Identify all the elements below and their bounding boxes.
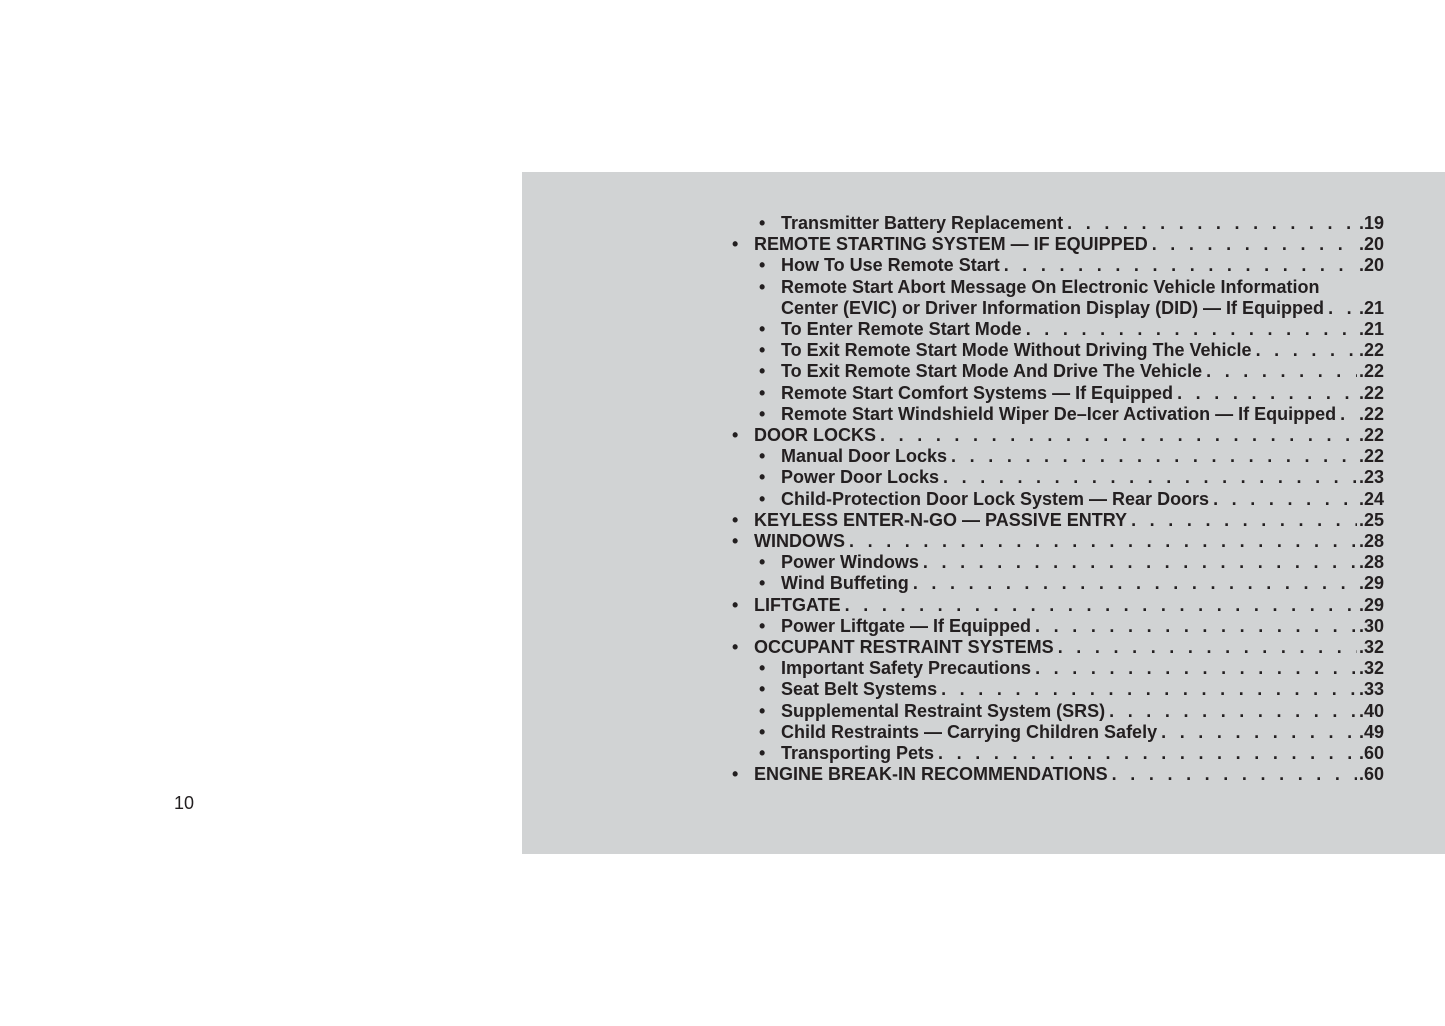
dot-leader [1152,234,1357,255]
bullet-icon: • [759,743,766,764]
dot-leader [1161,722,1357,743]
bullet-icon: • [732,594,739,615]
dot-leader [1026,319,1357,340]
toc-entry-title: ENGINE BREAK-IN RECOMMENDATIONS [754,764,1108,785]
dot-leader [1112,764,1357,785]
toc-entry-page-number: .32 [1358,658,1384,679]
toc-entry-title: LIFTGATE [754,594,841,615]
toc-entry-page-number: .60 [1358,764,1384,785]
bullet-icon: • [732,425,739,446]
toc-section-entry[interactable] [732,234,1384,255]
toc-entry-page-number: .29 [1358,594,1384,615]
bullet-icon: • [732,234,739,255]
toc-section-entry[interactable] [732,764,1384,785]
toc-subsection-entry[interactable] [732,446,1384,467]
toc-subsection-entry[interactable] [732,489,1384,510]
toc-entry-title: Child Restraints — Carrying Children Safely [781,721,1158,742]
dot-leader [938,743,1357,764]
bullet-icon: • [732,764,739,785]
bullet-icon: • [759,573,766,594]
toc-entry-page-number: .40 [1358,700,1384,721]
toc-entry-page-number: .28 [1358,531,1384,552]
toc-entry-title: Transporting Pets [781,743,935,764]
toc-entry-page-number: .22 [1358,361,1384,382]
toc-subsection-entry[interactable] [732,552,1384,573]
toc-section-entry[interactable] [732,637,1384,658]
table-of-contents-panel [522,172,1445,854]
dot-leader [849,531,1357,552]
toc-entry-page-number: .60 [1358,743,1384,764]
dot-leader [951,446,1357,467]
toc-subsection-entry[interactable] [732,277,1384,319]
toc-entry-title: DOOR LOCKS [754,425,877,446]
bullet-icon: • [759,255,766,276]
toc-entry-title: KEYLESS ENTER-N-GO — PASSIVE ENTRY [754,509,1128,530]
toc-entry-title: Transmitter Battery Replacement [781,213,1064,233]
toc-entry-title: To Exit Remote Start Mode Without Driving The Vehicle [781,340,1252,361]
toc-entry-title: Wind Buffeting [781,573,909,594]
toc-entry-page-number: .25 [1358,509,1384,530]
bullet-icon: • [759,552,766,573]
toc-entry-title: Supplemental Restraint System (SRS) [781,700,1106,721]
toc-section-entry[interactable] [732,531,1384,552]
toc-subsection-entry[interactable] [732,743,1384,764]
bullet-icon: • [759,382,766,403]
dot-leader [1109,701,1357,722]
toc-entry-page-number: .20 [1358,255,1384,276]
toc-entry-page-number: .21 [1358,297,1384,318]
toc-subsection-entry[interactable] [732,616,1384,637]
bullet-icon: • [759,467,766,488]
toc-subsection-entry[interactable] [732,722,1384,743]
toc-entry-page-number: .22 [1358,446,1384,467]
bullet-icon: • [759,679,766,700]
dot-leader [1213,489,1357,510]
dot-leader [923,552,1357,573]
bullet-icon: • [759,319,766,340]
dot-leader [1177,383,1357,404]
dot-leader [1004,255,1357,276]
bullet-icon: • [732,509,739,530]
toc-entry-title-line1: Remote Start Abort Message On Electronic Vehicle Information [781,276,1320,297]
bullet-icon: • [732,637,739,658]
toc-subsection-entry[interactable] [732,467,1384,488]
toc-subsection-entry[interactable] [732,701,1384,722]
dot-leader [1131,510,1357,531]
toc-subsection-entry[interactable] [732,361,1384,382]
toc-entry-page-number: .49 [1358,721,1384,742]
toc-entry-title: Important Safety Precautions [781,658,1032,679]
dot-leader [1328,298,1357,319]
toc-entry-page-number: .20 [1358,234,1384,255]
dot-leader [1256,340,1357,361]
bullet-icon: • [759,340,766,361]
bullet-icon: • [759,721,766,742]
dot-leader [845,595,1357,616]
bullet-icon: • [759,446,766,467]
dot-leader [880,425,1357,446]
toc-subsection-entry[interactable] [732,404,1384,425]
bullet-icon: • [732,531,739,552]
bullet-icon: • [759,615,766,636]
dot-leader [1035,616,1357,637]
dot-leader [1067,213,1357,234]
toc-entry-title: Power Windows [781,552,919,573]
toc-entry-title: REMOTE STARTING SYSTEM — IF EQUIPPED [754,234,1148,255]
page-number: 10 [174,793,195,813]
bullet-icon: • [759,658,766,679]
bullet-icon: • [759,488,766,509]
toc-subsection-entry[interactable] [732,573,1384,594]
toc-entry-page-number: .22 [1358,425,1384,446]
bullet-icon: • [759,213,766,233]
toc-entry-page-number: .22 [1358,403,1384,424]
toc-subsection-entry[interactable] [732,340,1384,361]
toc-entry-title: To Enter Remote Start Mode [781,319,1022,340]
toc-entry-title: To Exit Remote Start Mode And Drive The Vehicle [781,361,1203,382]
dot-leader [1206,361,1357,382]
dot-leader [913,573,1357,594]
toc-entry-title: Manual Door Locks [781,446,948,467]
bullet-icon: • [759,361,766,382]
toc-entry-page-number: .21 [1358,319,1384,340]
toc-entry-page-number: .22 [1358,340,1384,361]
toc-subsection-entry[interactable] [732,679,1384,700]
toc-entry-title: Child-Protection Door Lock System — Rear Doors [781,488,1210,509]
toc-entry-title: WINDOWS [754,531,845,552]
toc-subsection-entry[interactable] [732,319,1384,340]
toc-subsection-entry[interactable] [732,213,1384,234]
toc-subsection-entry[interactable] [732,383,1384,404]
toc-entry-title: Power Liftgate — If Equipped [781,615,1032,636]
toc-entry-page-number: .29 [1358,573,1384,594]
dot-leader [1340,404,1357,425]
toc-entry-page-number: .23 [1358,467,1384,488]
toc-subsection-entry[interactable] [732,255,1384,276]
dot-leader [943,467,1357,488]
toc-entry-page-number: .33 [1358,679,1384,700]
toc-section-entry[interactable] [732,425,1384,446]
toc-entry-title: Seat Belt Systems [781,679,938,700]
toc-entry-page-number: .32 [1358,637,1384,658]
bullet-icon: • [759,403,766,424]
toc-entry-page-number: .30 [1358,615,1384,636]
toc-subsection-entry[interactable] [732,658,1384,679]
toc-section-entry[interactable] [732,510,1384,531]
toc-entry-title: Center (EVIC) or Driver Information Display (DID) — If Equipped [781,297,1325,318]
bullet-icon: • [759,276,766,297]
bullet-icon: • [759,700,766,721]
toc-entry-title: OCCUPANT RESTRAINT SYSTEMS [754,637,1054,658]
toc-list [732,213,1384,785]
dot-leader [1035,658,1357,679]
toc-entry-title: Remote Start Windshield Wiper De–Icer Activation — If Equipped [781,403,1337,424]
toc-entry-page-number: .24 [1358,488,1384,509]
toc-entry-title: Remote Start Comfort Systems — If Equipped [781,382,1174,403]
toc-entry-page-number: .19 [1358,213,1384,233]
dot-leader [941,679,1357,700]
dot-leader [1058,637,1357,658]
toc-entry-title: Power Door Locks [781,467,940,488]
toc-entry-page-number: .28 [1358,552,1384,573]
toc-entry-page-number: .22 [1358,382,1384,403]
toc-section-entry[interactable] [732,595,1384,616]
toc-entry-title: How To Use Remote Start [781,255,1000,276]
